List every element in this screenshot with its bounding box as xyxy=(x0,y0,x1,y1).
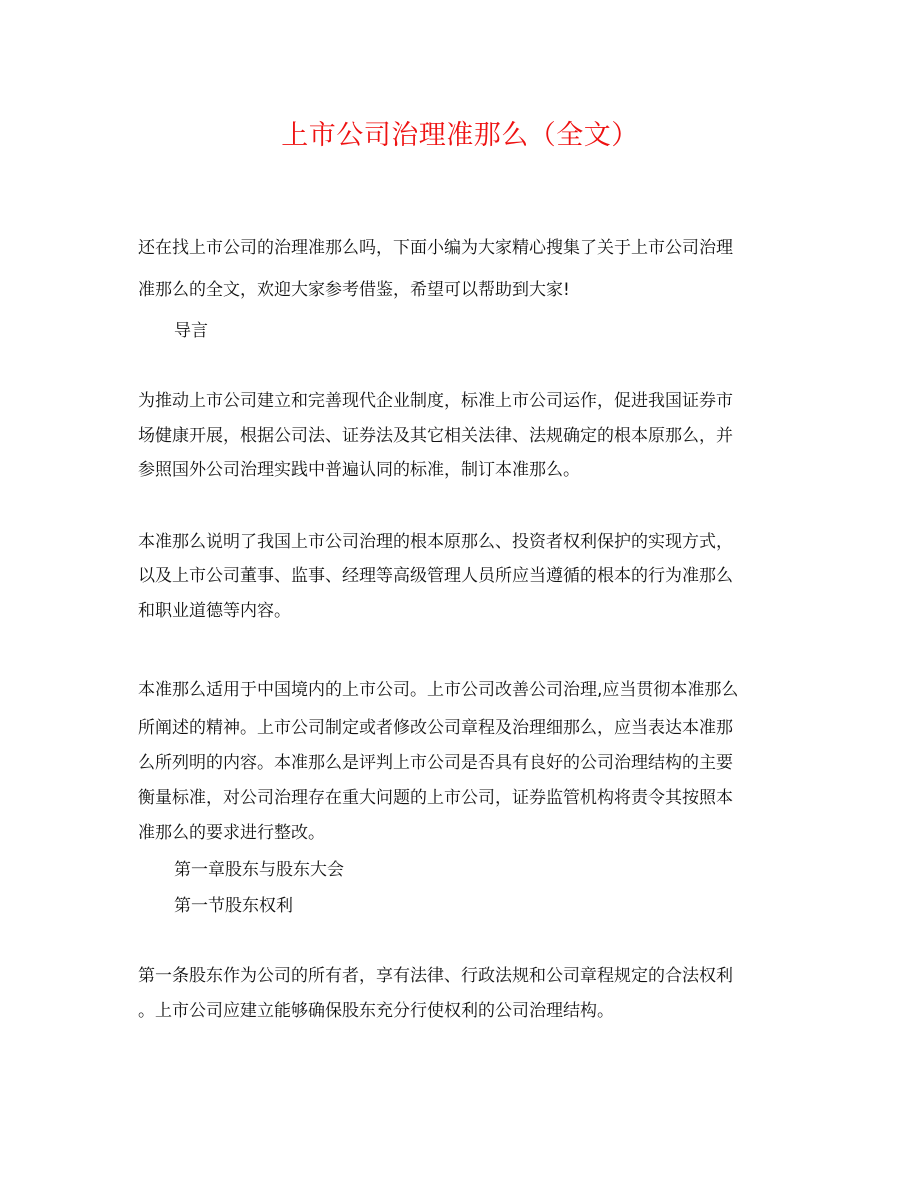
paragraph-1-line-1: 为推动上市公司建立和完善现代企业制度，标准上市公司运作，促进我国证券市 xyxy=(138,391,733,411)
paragraph-3-line-4: 衡量标准，对公司治理存在重大问题的上市公司，证券监管机构将责令其按照本 xyxy=(138,788,733,808)
paragraph-2-line-1: 本准那么说明了我国上市公司治理的根本原那么、投资者权利保护的实现方式， xyxy=(138,532,733,552)
paragraph-3-line-5: 准那么的要求进行整改。 xyxy=(138,823,325,843)
intro-line-1: 还在找上市公司的治理准那么吗，下面小编为大家精心搜集了关于上市公司治理 xyxy=(138,238,733,258)
intro-line-2: 准那么的全文，欢迎大家参考借鉴，希望可以帮助到大家! xyxy=(138,280,570,300)
chapter-heading: 第一章股东与股东大会 xyxy=(174,860,344,880)
article-1-line-1: 第一条股东作为公司的所有者，享有法律、行政法规和公司章程规定的合法权利 xyxy=(138,966,733,986)
paragraph-2-line-3: 和职业道德等内容。 xyxy=(138,601,291,621)
paragraph-3-line-1: 本准那么适用于中国境内的上市公司。上市公司改善公司治理,应当贯彻本准那么 xyxy=(138,680,739,700)
article-1-line-2: 。上市公司应建立能够确保股东充分行使权利的公司治理结构。 xyxy=(138,1001,614,1021)
section-heading: 第一节股东权利 xyxy=(174,896,293,916)
document-title: 上市公司治理准那么（全文） xyxy=(281,120,639,151)
heading-preface: 导言 xyxy=(174,321,208,341)
paragraph-1-line-3: 参照国外公司治理实践中普遍认同的标准，制订本准那么。 xyxy=(138,460,580,480)
paragraph-3-line-3: 么所列明的内容。本准那么是评判上市公司是否具有良好的公司治理结构的主要 xyxy=(138,753,733,773)
paragraph-1-line-2: 场健康开展，根据公司法、证券法及其它相关法律、法规确定的根本原那么，并 xyxy=(138,426,733,446)
paragraph-2-line-2: 以及上市公司董事、监事、经理等高级管理人员所应当遵循的根本的行为准那么 xyxy=(138,566,733,586)
paragraph-3-line-2: 所阐述的精神。上市公司制定或者修改公司章程及治理细那么，应当表达本准那 xyxy=(138,718,733,738)
